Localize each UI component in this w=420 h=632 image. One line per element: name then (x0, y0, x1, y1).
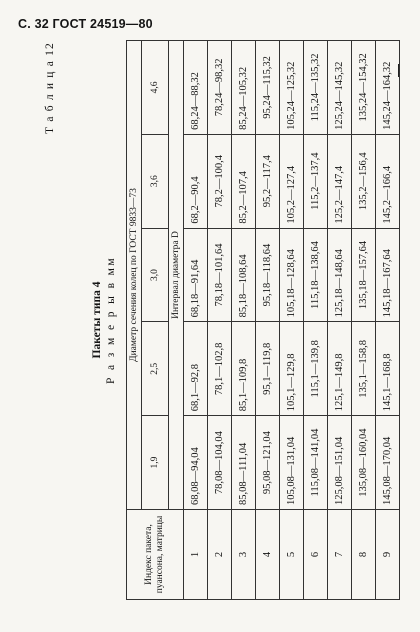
table-cell (352, 134, 376, 228)
table-cell (208, 134, 232, 228)
cell-value: 95,1—119,8 (262, 342, 273, 395)
table-row (352, 41, 376, 600)
table-cell (328, 134, 352, 228)
table-number: Т а б л и ц а 12 (44, 42, 56, 134)
cell-value: 115,18—138,64 (310, 241, 321, 309)
table-title: Пакеты типа 4 (91, 281, 103, 359)
cell-value: 68,08—94,04 (190, 447, 201, 505)
cell-value: 105,08—131,04 (286, 436, 297, 505)
cell-value: 145,2—166,4 (382, 165, 393, 224)
cell-value: 85,08—111,04 (238, 442, 249, 505)
table-cell (208, 416, 232, 510)
cell-value: 85,24—105,32 (238, 66, 249, 130)
cell-value: 105,18—128,64 (286, 249, 297, 318)
table-cell (184, 41, 208, 135)
table-cell (256, 416, 280, 510)
section-header: Диаметр сечения колец по ГОСТ 9833—73 (127, 41, 142, 510)
table-cell (304, 228, 328, 322)
table-cell (280, 416, 304, 510)
cell-value: 78,1—102,8 (214, 342, 225, 396)
cell-value: 95,24—115,32 (262, 56, 273, 119)
row-index: 3 (232, 510, 256, 600)
cell-value: 78,2—100,4 (214, 154, 225, 208)
cell-value: 68,24—88,32 (190, 72, 201, 130)
table-cell (256, 322, 280, 416)
table-cell (280, 134, 304, 228)
table-cell (280, 322, 304, 416)
column-header: 4,6 (142, 41, 169, 135)
cell-value: 85,2—107,4 (238, 171, 249, 224)
cell-value: 78,18—101,64 (214, 243, 225, 307)
cell-value: 78,24—98,32 (214, 58, 225, 117)
row-index: 4 (256, 510, 280, 600)
cell-value: 115,2—137,4 (310, 152, 321, 210)
row-index: 9 (376, 510, 400, 600)
table-cell (352, 41, 376, 135)
table-cell (376, 416, 400, 510)
table-cell (184, 416, 208, 510)
cell-value: 68,1—92,8 (190, 363, 201, 412)
table-cell (376, 134, 400, 228)
row-index: 1 (184, 510, 208, 600)
table-cell (328, 228, 352, 322)
table-row (376, 41, 400, 600)
row-index: 5 (280, 510, 304, 600)
table-cell (232, 228, 256, 322)
table-row (280, 41, 304, 600)
column-header: 3,0 (142, 228, 169, 322)
data-table (126, 40, 400, 600)
cell-value: 68,2—90,4 (190, 176, 201, 224)
cell-value: 115,1—139,8 (310, 340, 321, 398)
row-index: 6 (304, 510, 328, 600)
cell-value: 125,24—145,32 (334, 61, 345, 130)
table-cell (304, 41, 328, 135)
row-index: 2 (208, 510, 232, 600)
table-cell (280, 41, 304, 135)
table-cell (208, 228, 232, 322)
cell-value: 125,08—151,04 (334, 436, 345, 505)
table-cell (184, 322, 208, 416)
cell-value: 145,08—170,04 (382, 436, 393, 505)
cell-value: 85,1—109,8 (238, 358, 249, 412)
table-cell (328, 41, 352, 135)
table-cell (232, 41, 256, 135)
cell-value: 135,08—160,04 (358, 428, 369, 497)
index-header: Индекс пакета, пуансона, матрицы (127, 510, 184, 600)
column-header: 1,9 (142, 416, 169, 510)
cell-value: 105,2—127,4 (286, 165, 297, 224)
cell-value: 85,18—108,64 (238, 254, 249, 318)
table-cell (304, 134, 328, 228)
table-title-block (90, 40, 119, 600)
cell-value: 125,1—149,8 (334, 353, 345, 412)
table-cell (352, 228, 376, 322)
table-cell (256, 134, 280, 228)
table-cell (304, 322, 328, 416)
cell-value: 135,2—156,4 (358, 152, 369, 211)
table-row (256, 41, 280, 600)
table-row (184, 41, 208, 600)
cell-value: 145,1—168,8 (382, 353, 393, 412)
rotated-table-block (40, 40, 393, 600)
cell-value: 135,18—157,64 (358, 240, 369, 310)
table-cell (352, 416, 376, 510)
cell-value: 78,08—104,04 (214, 431, 225, 495)
table-cell (352, 322, 376, 416)
cell-value: 115,08—141,04 (310, 428, 321, 497)
table-cell (376, 228, 400, 322)
table-row (304, 41, 328, 600)
table-row (232, 41, 256, 600)
column-header: 3,6 (142, 134, 169, 228)
cell-value: 145,18—167,64 (382, 249, 393, 318)
table-row (328, 41, 352, 600)
cell-value: 135,1—158,8 (358, 339, 369, 398)
cell-value: 95,2—117,4 (262, 155, 273, 208)
table-cell (232, 322, 256, 416)
cell-value: 68,18—91,64 (190, 259, 201, 318)
table-cell (376, 322, 400, 416)
cell-value: 95,18—118,64 (262, 243, 273, 307)
table-cell (328, 322, 352, 416)
table-cell (184, 228, 208, 322)
table-cell (232, 416, 256, 510)
cell-value: 125,18—148,64 (334, 249, 345, 318)
cell-value: 115,24—135,32 (310, 53, 321, 122)
table-cell (184, 134, 208, 228)
range-header: Интервал диаметра D (169, 41, 184, 510)
table-cell (328, 416, 352, 510)
column-header: 2,5 (142, 322, 169, 416)
table-cell (208, 41, 232, 135)
row-index: 7 (328, 510, 352, 600)
page-header: С. 32 ГОСТ 24519—80 (18, 17, 153, 31)
table-row (208, 41, 232, 600)
cell-value: 105,1—129,8 (286, 353, 297, 412)
table-cell (208, 322, 232, 416)
cell-value: 125,2—147,4 (334, 165, 345, 224)
table-subtitle: Р а з м е р ы в мм (105, 255, 117, 385)
table-cell (256, 228, 280, 322)
cell-value: 135,24—154,32 (358, 53, 369, 122)
table-cell (376, 41, 400, 135)
table-cell (232, 134, 256, 228)
cell-value: 105,24—125,32 (286, 61, 297, 130)
cell-value: 95,08—121,04 (262, 431, 273, 495)
table-cell (304, 416, 328, 510)
table-cell (256, 41, 280, 135)
cell-value: 145,24—164,32 (382, 61, 393, 130)
row-index: 8 (352, 510, 376, 600)
table-cell (280, 228, 304, 322)
